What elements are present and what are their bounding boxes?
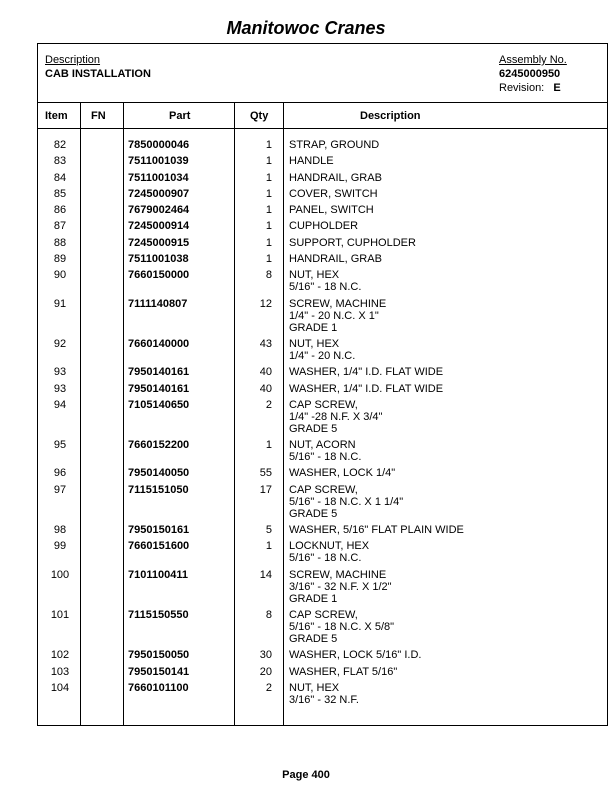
description-line: NUT, HEX [289,681,340,694]
quantity: 1 [265,187,272,200]
description-line: GRADE 1 [289,592,338,605]
description-line: WASHER, FLAT 5/16" [289,665,398,678]
item-number: 93 [53,382,67,395]
part-number: 7950140050 [128,467,190,480]
item-number: 99 [53,540,67,553]
description-line: HANDLE [289,155,334,168]
part-description [289,237,607,249]
part-description [289,204,607,216]
table-row [38,253,607,265]
part-number: 7850000046 [128,139,190,151]
table-row [38,383,607,395]
table-row [38,399,607,435]
item-number: 100 [50,568,70,581]
col-description: Description [360,110,421,122]
quantity: 12 [259,297,272,310]
description-line: SCREW, MACHINE [289,568,387,581]
table-row [38,188,607,200]
quantity: 20 [259,665,272,678]
description-line: 1/4" -28 N.F. X 3/4" [289,410,383,423]
description-label: Description [45,54,101,66]
description-value: CAB INSTALLATION [45,68,151,80]
description-line: GRADE 5 [289,632,338,645]
assembly-header [38,44,607,103]
table-row [38,540,607,564]
description-line: GRADE 5 [289,507,338,520]
quantity: 55 [259,467,272,480]
description-line: 3/16" - 32 N.F. X 1/2" [289,580,392,593]
col-part: Part [169,110,191,122]
part-description [289,649,607,661]
item-number: 104 [50,681,70,694]
description-line: WASHER, 1/4" I.D. FLAT WIDE [289,366,444,379]
part-description [289,298,607,334]
part-number: 7660101100 [128,681,189,694]
quantity: 1 [265,253,272,266]
table-row [38,666,607,678]
quantity: 5 [265,524,272,537]
part-number: 7245000907 [128,187,190,200]
quantity: 30 [259,649,272,662]
item-number: 83 [53,155,67,168]
description-line: CAP SCREW, [289,398,358,411]
item-number: 101 [50,608,70,621]
item-number: 91 [53,297,67,310]
item-number: 95 [53,439,67,452]
description-line: 5/16" - 18 N.C. [289,281,362,294]
part-description [289,338,607,362]
item-number: 96 [53,467,67,480]
item-number: 92 [53,337,67,350]
part-description [289,220,607,232]
part-number: 7245000914 [128,220,190,233]
item-number: 90 [53,269,67,282]
part-number: 7660152200 [128,439,190,452]
part-description [289,269,607,293]
description-line: HANDRAIL, GRAB [289,171,382,184]
table-row [38,439,607,463]
description-line: WASHER, 5/16" FLAT PLAIN WIDE [289,524,464,537]
quantity: 1 [265,220,272,233]
description-line: WASHER, 1/4" I.D. FLAT WIDE [289,382,444,395]
item-number: 89 [53,253,67,266]
description-line: GRADE 1 [289,321,338,334]
item-number: 85 [53,187,67,200]
revision-value: E [553,82,561,94]
part-description [289,609,607,645]
col-qty: Qty [250,110,269,122]
quantity: 8 [265,608,272,621]
part-description [289,139,607,151]
part-number: 7950140161 [128,366,190,379]
description-line: COVER, SWITCH [289,187,378,200]
revision [499,82,561,94]
quantity: 17 [259,483,272,496]
quantity: 1 [265,439,272,452]
quantity: 2 [265,398,272,411]
item-number: 86 [53,204,67,217]
table-row [38,220,607,232]
description-line: 3/16" - 32 N.F. [289,693,359,706]
quantity: 1 [265,204,272,217]
table-row [38,682,607,706]
table-row [38,172,607,184]
part-number: 7950150141 [128,665,190,678]
description-line: 1/4" - 20 N.C. [289,349,356,362]
part-description [289,439,607,463]
part-number: 7950140161 [128,382,190,395]
table-row [38,204,607,216]
quantity: 1 [265,171,272,184]
part-description [289,540,607,564]
description-line: WASHER, LOCK 5/16" I.D. [289,649,422,662]
part-number: 7511001039 [128,155,189,168]
part-description [289,569,607,605]
col-fn: FN [91,110,106,122]
part-number: 7950150050 [128,649,190,662]
description-line: NUT, HEX [289,269,340,282]
table-row [38,366,607,378]
part-description [289,172,607,184]
quantity: 40 [259,382,272,395]
quantity: 2 [265,681,272,694]
description-line: NUT, HEX [289,337,340,350]
table-row [38,609,607,645]
part-description [289,682,607,706]
table-row [38,524,607,536]
part-description [289,399,607,435]
description-line: GRADE 5 [289,422,338,435]
table-row [38,155,607,167]
description-line: CUPHOLDER [289,220,359,233]
item-number: 102 [50,649,70,662]
description-line: CAP SCREW, [289,483,358,496]
table-row [38,338,607,362]
description-line: WASHER, LOCK 1/4" [289,467,396,480]
part-number: 7511001034 [128,171,189,184]
description-line: SUPPORT, CUPHOLDER [289,236,416,249]
quantity: 1 [265,139,272,151]
part-description [289,666,607,678]
part-description [289,366,607,378]
part-number: 7245000915 [128,236,190,249]
description-line: CAP SCREW, [289,608,358,621]
quantity: 43 [259,337,272,350]
part-description [289,253,607,265]
description-line: LOCKNUT, HEX [289,540,370,553]
item-number: 103 [50,665,70,678]
table-row [38,298,607,334]
quantity: 1 [265,236,272,249]
quantity: 14 [259,568,272,581]
item-number: 87 [53,220,67,233]
part-description [289,383,607,395]
description-line: PANEL, SWITCH [289,204,374,217]
part-description [289,484,607,520]
quantity: 1 [265,155,272,168]
description-line: SCREW, MACHINE [289,297,387,310]
part-number: 7115150550 [128,608,189,621]
table-body [38,139,607,710]
item-number: 97 [53,483,67,496]
part-description [289,155,607,167]
part-number: 7679002464 [128,204,190,217]
part-number: 7111140807 [128,297,188,310]
description-line: 5/16" - 18 N.C. X 5/8" [289,620,395,633]
part-description [289,188,607,200]
item-number: 88 [53,236,67,249]
part-description [289,467,607,479]
part-number: 7660151600 [128,540,190,553]
table-row [38,649,607,661]
description-line: STRAP, GROUND [289,139,380,151]
item-number: 98 [53,524,67,537]
part-number: 7101100411 [128,568,188,581]
table-row [38,237,607,249]
parts-table [37,43,608,726]
part-description [289,524,607,536]
quantity: 8 [265,269,272,282]
description-line: 5/16" - 18 N.C. [289,451,362,464]
quantity: 40 [259,366,272,379]
table-row [38,139,607,151]
table-row [38,484,607,520]
col-item: Item [45,110,68,122]
description-line: 5/16" - 18 N.C. X 1 1/4" [289,495,404,508]
description-line: NUT, ACORN [289,439,356,452]
item-number: 82 [53,139,67,151]
part-number: 7660140000 [128,337,190,350]
part-number: 7950150161 [128,524,190,537]
part-number: 7511001038 [128,253,189,266]
description-line: HANDRAIL, GRAB [289,253,382,266]
revision-label: Revision: [499,82,545,94]
page-title: Manitowoc Cranes [226,18,386,38]
part-number: 7115151050 [128,483,189,496]
part-number: 7105140650 [128,398,190,411]
table-row [38,467,607,479]
description-line: 1/4" - 20 N.C. X 1" [289,309,379,322]
description-line: 5/16" - 18 N.C. [289,552,362,565]
assembly-label: Assembly No. [499,54,567,66]
item-number: 93 [53,366,67,379]
assembly-value: 6245000950 [499,68,561,80]
table-row [38,569,607,605]
item-number: 94 [53,398,67,411]
item-number: 84 [53,171,67,184]
quantity: 1 [265,540,272,553]
table-row [38,269,607,293]
part-number: 7660150000 [128,269,190,282]
page-number: Page 400 [282,769,330,781]
